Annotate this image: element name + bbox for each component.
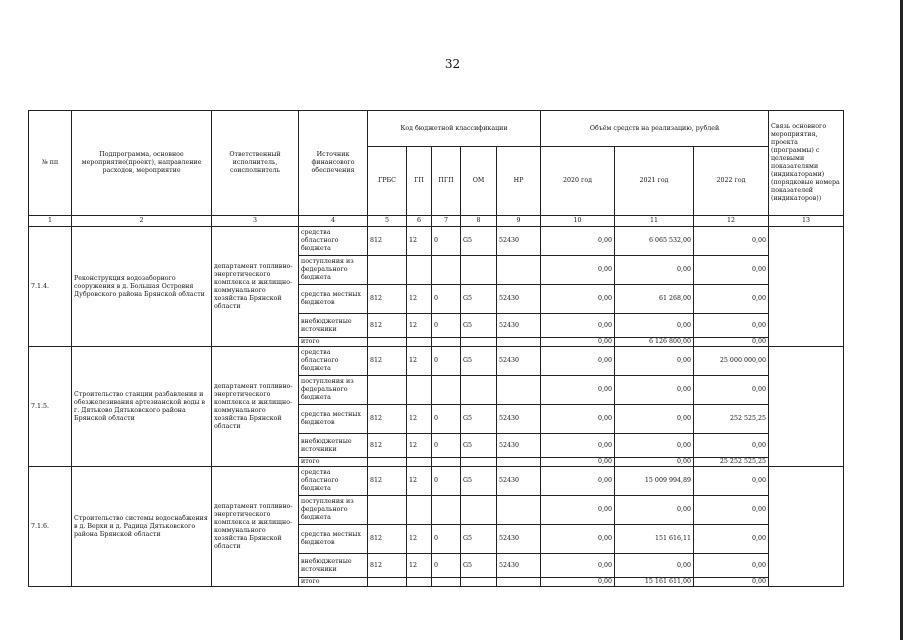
- funding-source: внебюджетные источники: [299, 434, 368, 458]
- grbs-code: 812: [368, 314, 407, 338]
- funding-source: средства местных бюджетов: [299, 525, 368, 554]
- pgp-code: [432, 496, 461, 525]
- column-number: 9: [497, 216, 541, 227]
- amount-2021: 0,00: [615, 554, 694, 578]
- amount-2022: 0,00: [694, 285, 769, 314]
- column-number: 3: [212, 216, 299, 227]
- amount-2021: 6 065 532,00: [615, 227, 694, 256]
- header-gp: ГП: [407, 147, 432, 216]
- total-2021: 0,00: [615, 458, 694, 467]
- amount-2022: 0,00: [694, 227, 769, 256]
- gp-code: 12: [407, 405, 432, 434]
- np-code: 52430: [497, 434, 541, 458]
- header-link: Связь основного мероприятия, проекта (программы) с целевыми показателями (индикаторами) (порядковые номера показателей (индикаторов)): [769, 111, 844, 216]
- gp-code: 12: [407, 525, 432, 554]
- funding-source: поступления из федерального бюджета: [299, 496, 368, 525]
- om-code: G5: [461, 347, 497, 376]
- total-label: итого: [299, 458, 368, 467]
- amount-2022: 0,00: [694, 256, 769, 285]
- grbs-code: 812: [368, 525, 407, 554]
- amount-2020: 0,00: [541, 256, 615, 285]
- funding-source: средства областного бюджета: [299, 467, 368, 496]
- gp-code: [407, 256, 432, 285]
- header-executor: Ответственный исполнитель, соисполнитель: [212, 111, 299, 216]
- column-number: 2: [72, 216, 212, 227]
- om-code: [461, 376, 497, 405]
- header-grbs: ГРБС: [368, 147, 407, 216]
- funding-source: поступления из федерального бюджета: [299, 376, 368, 405]
- funding-source: внебюджетные источники: [299, 554, 368, 578]
- total-2021: 15 161 611,00: [615, 578, 694, 587]
- np-code: [497, 256, 541, 285]
- project-number: 7.1.4.: [29, 227, 72, 347]
- np-code: 52430: [497, 467, 541, 496]
- grbs-code: 812: [368, 285, 407, 314]
- gp-code: 12: [407, 285, 432, 314]
- column-number: 12: [694, 216, 769, 227]
- table-row: [29, 227, 844, 256]
- pgp-code: 0: [432, 467, 461, 496]
- amount-2022: 0,00: [694, 467, 769, 496]
- np-code: 52430: [497, 525, 541, 554]
- header-budget-code: Код бюджетной классификации: [368, 111, 541, 147]
- funding-source: внебюджетные источники: [299, 314, 368, 338]
- om-code: G5: [461, 285, 497, 314]
- header-source: Источник финансового обеспечения: [299, 111, 368, 216]
- np-code: 52430: [497, 347, 541, 376]
- funding-source: средства местных бюджетов: [299, 405, 368, 434]
- project-executor: департамент топливно-энергетического комплекса и жилищно-коммунального хозяйства Брянской области: [212, 227, 299, 347]
- amount-2021: 61 268,00: [615, 285, 694, 314]
- amount-2020: 0,00: [541, 285, 615, 314]
- np-code: 52430: [497, 554, 541, 578]
- np-code: 52430: [497, 405, 541, 434]
- project-executor: департамент топливно-энергетического комплекса и жилищно-коммунального хозяйства Брянской области: [212, 467, 299, 587]
- pgp-code: [432, 376, 461, 405]
- funding-source: средства областного бюджета: [299, 227, 368, 256]
- amount-2021: 0,00: [615, 256, 694, 285]
- gp-code: 12: [407, 554, 432, 578]
- header-funds: Объём средств на реализацию, рублей: [541, 111, 769, 147]
- project-number: 7.1.5.: [29, 347, 72, 467]
- column-number: 8: [461, 216, 497, 227]
- gp-code: 12: [407, 314, 432, 338]
- amount-2022: 0,00: [694, 554, 769, 578]
- total-2021: 6 126 800,00: [615, 338, 694, 347]
- amount-2021: 15 009 994,89: [615, 467, 694, 496]
- np-code: 52430: [497, 314, 541, 338]
- header-subprogram: Подпрограмма, основное мероприятие(проект), направление расходов, мероприятие: [72, 111, 212, 216]
- amount-2021: 0,00: [615, 434, 694, 458]
- amount-2022: 0,00: [694, 496, 769, 525]
- amount-2020: 0,00: [541, 554, 615, 578]
- header-om: ОМ: [461, 147, 497, 216]
- np-code: 52430: [497, 227, 541, 256]
- gp-code: 12: [407, 467, 432, 496]
- om-code: [461, 496, 497, 525]
- amount-2020: 0,00: [541, 314, 615, 338]
- amount-2022: 0,00: [694, 314, 769, 338]
- total-2020: 0,00: [541, 578, 615, 587]
- total-label: итого: [299, 578, 368, 587]
- project-executor: департамент топливно-энергетического комплекса и жилищно-коммунального хозяйства Брянской области: [212, 347, 299, 467]
- grbs-code: 812: [368, 434, 407, 458]
- np-code: [497, 376, 541, 405]
- project-name: Реконструкция водозаборного сооружения в д. Большая Островня Дубровского района Брянской области: [72, 227, 212, 347]
- column-number: 7: [432, 216, 461, 227]
- grbs-code: 812: [368, 554, 407, 578]
- funding-source: средства местных бюджетов: [299, 285, 368, 314]
- column-number: 10: [541, 216, 615, 227]
- pgp-code: 0: [432, 525, 461, 554]
- column-number: 13: [769, 216, 844, 227]
- amount-2020: 0,00: [541, 376, 615, 405]
- amount-2021: 0,00: [615, 314, 694, 338]
- funding-source: поступления из федерального бюджета: [299, 256, 368, 285]
- amount-2022: 0,00: [694, 525, 769, 554]
- amount-2020: 0,00: [541, 467, 615, 496]
- pgp-code: 0: [432, 227, 461, 256]
- amount-2022: 0,00: [694, 376, 769, 405]
- amount-2021: 0,00: [615, 347, 694, 376]
- grbs-code: 812: [368, 405, 407, 434]
- header-pgp: ПГП: [432, 147, 461, 216]
- gp-code: 12: [407, 434, 432, 458]
- np-code: 52430: [497, 285, 541, 314]
- funding-source: средства областного бюджета: [299, 347, 368, 376]
- column-number: 1: [29, 216, 72, 227]
- pgp-code: 0: [432, 554, 461, 578]
- header-2020: 2020 год: [541, 147, 615, 216]
- project-name: Строительство системы водоснабжения в д. Верхи и д. Радица Дятьковского района Брянской области: [72, 467, 212, 587]
- amount-2021: 151 616,11: [615, 525, 694, 554]
- column-numbers-row: [29, 216, 844, 227]
- amount-2020: 0,00: [541, 227, 615, 256]
- indicator-link-cell: [769, 467, 844, 587]
- gp-code: [407, 496, 432, 525]
- pgp-code: 0: [432, 285, 461, 314]
- amount-2022: 25 000 000,00: [694, 347, 769, 376]
- header-2021: 2021 год: [615, 147, 694, 216]
- np-code: [497, 496, 541, 525]
- total-2022: 25 252 525,25: [694, 458, 769, 467]
- project-number: 7.1.6.: [29, 467, 72, 587]
- grbs-code: [368, 496, 407, 525]
- pgp-code: 0: [432, 347, 461, 376]
- amount-2020: 0,00: [541, 347, 615, 376]
- total-label: итого: [299, 338, 368, 347]
- gp-code: 12: [407, 227, 432, 256]
- om-code: G5: [461, 434, 497, 458]
- total-2022: 0,00: [694, 338, 769, 347]
- amount-2020: 0,00: [541, 434, 615, 458]
- indicator-link-cell: [769, 347, 844, 467]
- om-code: G5: [461, 227, 497, 256]
- total-2022: 0,00: [694, 578, 769, 587]
- gp-code: 12: [407, 347, 432, 376]
- indicator-link-cell: [769, 227, 844, 347]
- om-code: G5: [461, 525, 497, 554]
- column-number: 4: [299, 216, 368, 227]
- scan-edge: [900, 0, 903, 640]
- amount-2022: 0,00: [694, 434, 769, 458]
- pgp-code: 0: [432, 434, 461, 458]
- total-2020: 0,00: [541, 338, 615, 347]
- grbs-code: 812: [368, 467, 407, 496]
- om-code: G5: [461, 554, 497, 578]
- grbs-code: 812: [368, 347, 407, 376]
- amount-2020: 0,00: [541, 405, 615, 434]
- amount-2021: 0,00: [615, 376, 694, 405]
- table-row: [29, 467, 844, 496]
- om-code: G5: [461, 467, 497, 496]
- project-name: Строительство станции разбавления и обезжелезивания артезианской воды в г. Дятьково Дятьковского района Брянской области: [72, 347, 212, 467]
- grbs-code: 812: [368, 227, 407, 256]
- table-row: [29, 347, 844, 376]
- budget-table: [28, 110, 844, 587]
- header-2022: 2022 год: [694, 147, 769, 216]
- amount-2022: 252 525,25: [694, 405, 769, 434]
- total-2020: 0,00: [541, 458, 615, 467]
- grbs-code: [368, 376, 407, 405]
- grbs-code: [368, 256, 407, 285]
- gp-code: [407, 376, 432, 405]
- pgp-code: 0: [432, 314, 461, 338]
- header-no: № пп: [29, 111, 72, 216]
- om-code: G5: [461, 314, 497, 338]
- column-number: 11: [615, 216, 694, 227]
- header-np: НР: [497, 147, 541, 216]
- om-code: [461, 256, 497, 285]
- amount-2020: 0,00: [541, 525, 615, 554]
- amount-2021: 0,00: [615, 496, 694, 525]
- pgp-code: [432, 256, 461, 285]
- column-number: 5: [368, 216, 407, 227]
- column-number: 6: [407, 216, 432, 227]
- page-number: 32: [444, 57, 461, 71]
- amount-2021: 0,00: [615, 405, 694, 434]
- amount-2020: 0,00: [541, 496, 615, 525]
- om-code: G5: [461, 405, 497, 434]
- pgp-code: 0: [432, 405, 461, 434]
